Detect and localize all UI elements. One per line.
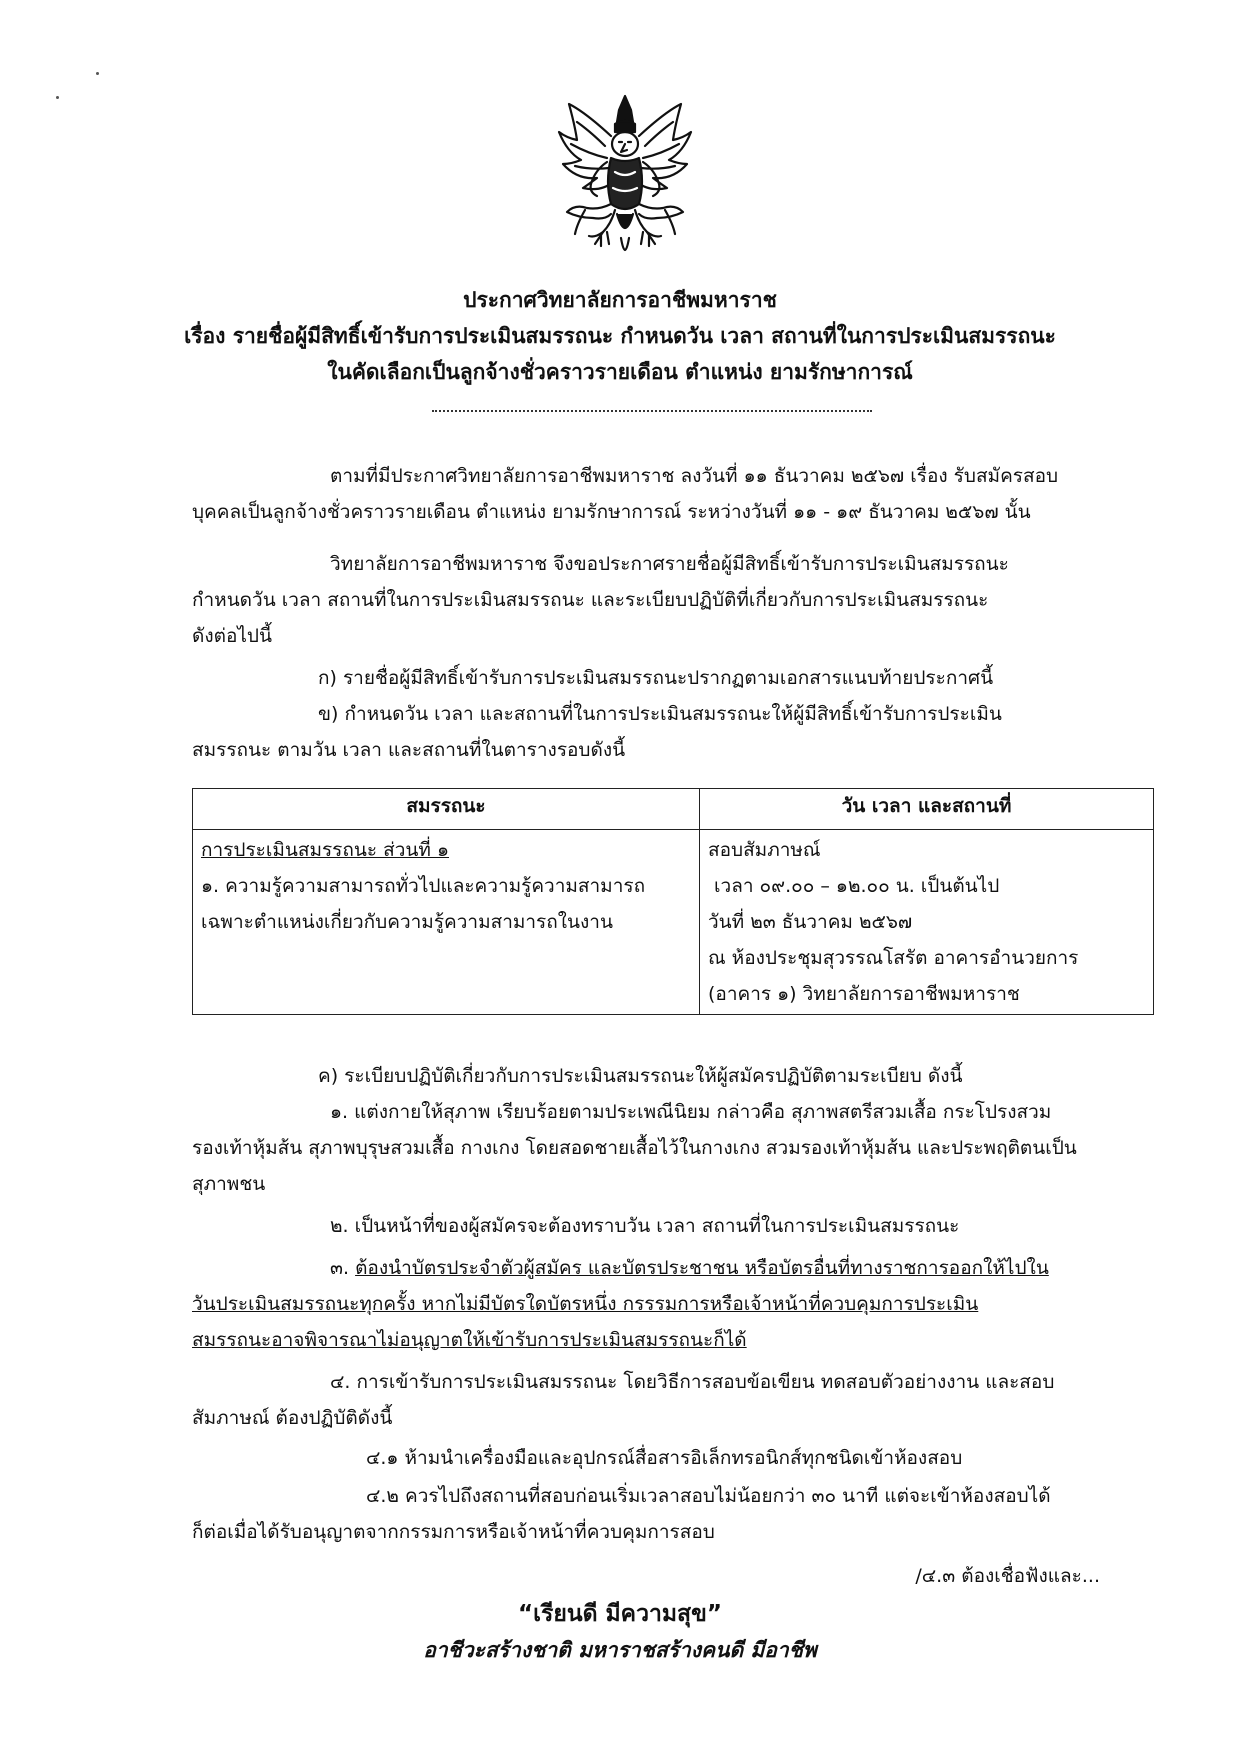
item-a: ก) รายชื่อผู้มีสิทธิ์เข้ารับการประเมินสมรรถนะปรากฏตามเอกสารแนบท้ายประกาศนี้ <box>318 667 994 689</box>
scan-speck <box>96 72 99 75</box>
rule-4-2: ๔.๒ ควรไปถึงสถานที่สอบก่อนเริ่มเวลาสอบไม่น้อยกว่า ๓๐ นาที แต่จะเข้าห้องสอบได้ <box>366 1485 1051 1507</box>
exam-type: สอบสัมภาษณ์ <box>708 839 821 861</box>
rule-4-2-cont: ก็ต่อเมื่อได้รับอนุญาตจากกรรมการหรือเจ้าหน้าที่ควบคุมการสอบ <box>192 1521 715 1543</box>
rule-1-cont: รองเท้าหุ้มส้น สุภาพบุรุษสวมเสื้อ กางเกง โดยสอดชายเสื้อไว้ในกางเกง สวมรองเท้าหุ้มส้น และประพฤติตนเป็น <box>192 1137 1077 1159</box>
rule-3 <box>330 1250 1049 1286</box>
item-b-cont: สมรรถนะ ตามวัน เวลา และสถานที่ในตารางรอบดังนี้ <box>192 739 626 761</box>
competency-item-1: ๑. ความรู้ความสามารถทั่วไปและความรู้ความสามารถ <box>201 875 646 897</box>
rule-1-end: สุภาพชน <box>192 1173 266 1195</box>
table-header-schedule: วัน เวลา และสถานที่ <box>700 789 1154 830</box>
table-row <box>193 830 1154 1015</box>
intro-paragraph-2: วิทยาลัยการอาชีพมหาราช จึงขอประกาศรายชื่อผู้มีสิทธิ์เข้ารับการประเมินสมรรถนะ <box>330 553 1009 575</box>
competency-cell <box>193 830 700 1015</box>
intro-paragraph-2-end: ดังต่อไปนี้ <box>192 625 272 647</box>
rule-2: ๒. เป็นหน้าที่ของผู้สมัครจะต้องทราบวัน เวลา สถานที่ในการประเมินสมรรถนะ <box>330 1215 960 1237</box>
rule-3-text: ต้องนำบัตรประจำตัวผู้สมัคร และบัตรประชาชน หรือบัตรอื่นที่ทางราชการออกให้ไปใน <box>355 1257 1049 1279</box>
schedule-cell <box>700 830 1154 1015</box>
announcement-title: ประกาศวิทยาลัยการอาชีพมหาราช <box>463 288 777 312</box>
rule-3-end: สมรรถนะอาจพิจารณาไม่อนุญาตให้เข้ารับการประเมินสมรรถนะก็ได้ <box>192 1329 747 1351</box>
intro-paragraph-1: ตามที่มีประกาศวิทยาลัยการอาชีพมหาราช ลงวันที่ ๑๑ ธันวาคม ๒๕๖๗ เรื่อง รับสมัครสอบ <box>330 465 1059 487</box>
table-header-row <box>193 789 1154 830</box>
rule-4-cont: สัมภาษณ์ ต้องปฏิบัติดังนี้ <box>192 1407 393 1429</box>
intro-paragraph-1-cont: บุคคลเป็นลูกจ้างชั่วคราวรายเดือน ตำแหน่ง ยามรักษาการณ์ ระหว่างวันที่ ๑๑ - ๑๙ ธันวาคม ๒๕๖๗ นั้น <box>192 501 1031 523</box>
garuda-emblem-icon <box>555 92 695 267</box>
continued-marker: /๔.๓ ต้องเชื่อฟังและ... <box>915 1565 1100 1587</box>
exam-time: เวลา ๐๙.๐๐ – ๑๒.๐๐ น. เป็นต้นไป <box>708 875 1000 897</box>
scan-speck <box>56 96 59 99</box>
title-divider <box>432 410 872 412</box>
schedule-table <box>192 788 1154 1015</box>
exam-location-cont: (อาคาร ๑) วิทยาลัยการอาชีพมหาราช <box>708 983 1020 1005</box>
competency-part-title: การประเมินสมรรถนะ ส่วนที่ ๑ <box>201 839 450 861</box>
rule-1: ๑. แต่งกายให้สุภาพ เรียบร้อยตามประเพณีนิยม กล่าวคือ สุภาพสตรีสวมเสื้อ กระโปรงสวม <box>330 1101 1052 1123</box>
rule-4-1: ๔.๑ ห้ามนำเครื่องมือและอุปกรณ์สื่อสารอิเล็กทรอนิกส์ทุกชนิดเข้าห้องสอบ <box>366 1447 963 1469</box>
announcement-subject: เรื่อง รายชื่อผู้มีสิทธิ์เข้ารับการประเมินสมรรถนะ กำหนดวัน เวลา สถานที่ในการประเมินสมรรถนะ <box>184 324 1056 348</box>
exam-location: ณ ห้องประชุมสุวรรณโสรัต อาคารอำนวยการ <box>708 947 1079 969</box>
exam-date: วันที่ ๒๓ ธันวาคม ๒๕๖๗ <box>708 911 913 933</box>
rule-3-cont: วันประเมินสมรรถนะทุกครั้ง หากไม่มีบัตรใดบัตรหนึ่ง กรรรมการหรือเจ้าหน้าที่ควบคุมการประเมิน <box>192 1293 979 1315</box>
college-slogan: “เรียนดี มีความสุข” <box>518 1601 722 1627</box>
table-header-competency: สมรรถนะ <box>193 789 700 830</box>
college-motto: อาชีวะสร้างชาติ มหาราชสร้างคนดี มีอาชีพ <box>423 1638 817 1662</box>
intro-paragraph-2-cont: กำหนดวัน เวลา สถานที่ในการประเมินสมรรถนะ และระเบียบปฏิบัติที่เกี่ยวกับการประเมินสมรรถนะ <box>192 589 989 611</box>
item-b: ข) กำหนดวัน เวลา และสถานที่ในการประเมินสมรรถนะให้ผู้มีสิทธิ์เข้ารับการประเมิน <box>318 703 1002 725</box>
rule-3-number: ๓. <box>330 1257 356 1279</box>
competency-item-1-cont: เฉพาะตำแหน่งเกี่ยวกับความรู้ความสามารถในงาน <box>201 911 613 933</box>
announcement-subject-cont: ในคัดเลือกเป็นลูกจ้างชั่วคราวรายเดือน ตำแหน่ง ยามรักษาการณ์ <box>327 360 913 384</box>
rule-4: ๔. การเข้ารับการประเมินสมรรถนะ โดยวิธีการสอบข้อเขียน ทดสอบตัวอย่างงาน และสอบ <box>330 1371 1055 1393</box>
item-c: ค) ระเบียบปฏิบัติเกี่ยวกับการประเมินสมรรถนะให้ผู้สมัครปฏิบัติตามระเบียบ ดังนี้ <box>318 1065 963 1087</box>
